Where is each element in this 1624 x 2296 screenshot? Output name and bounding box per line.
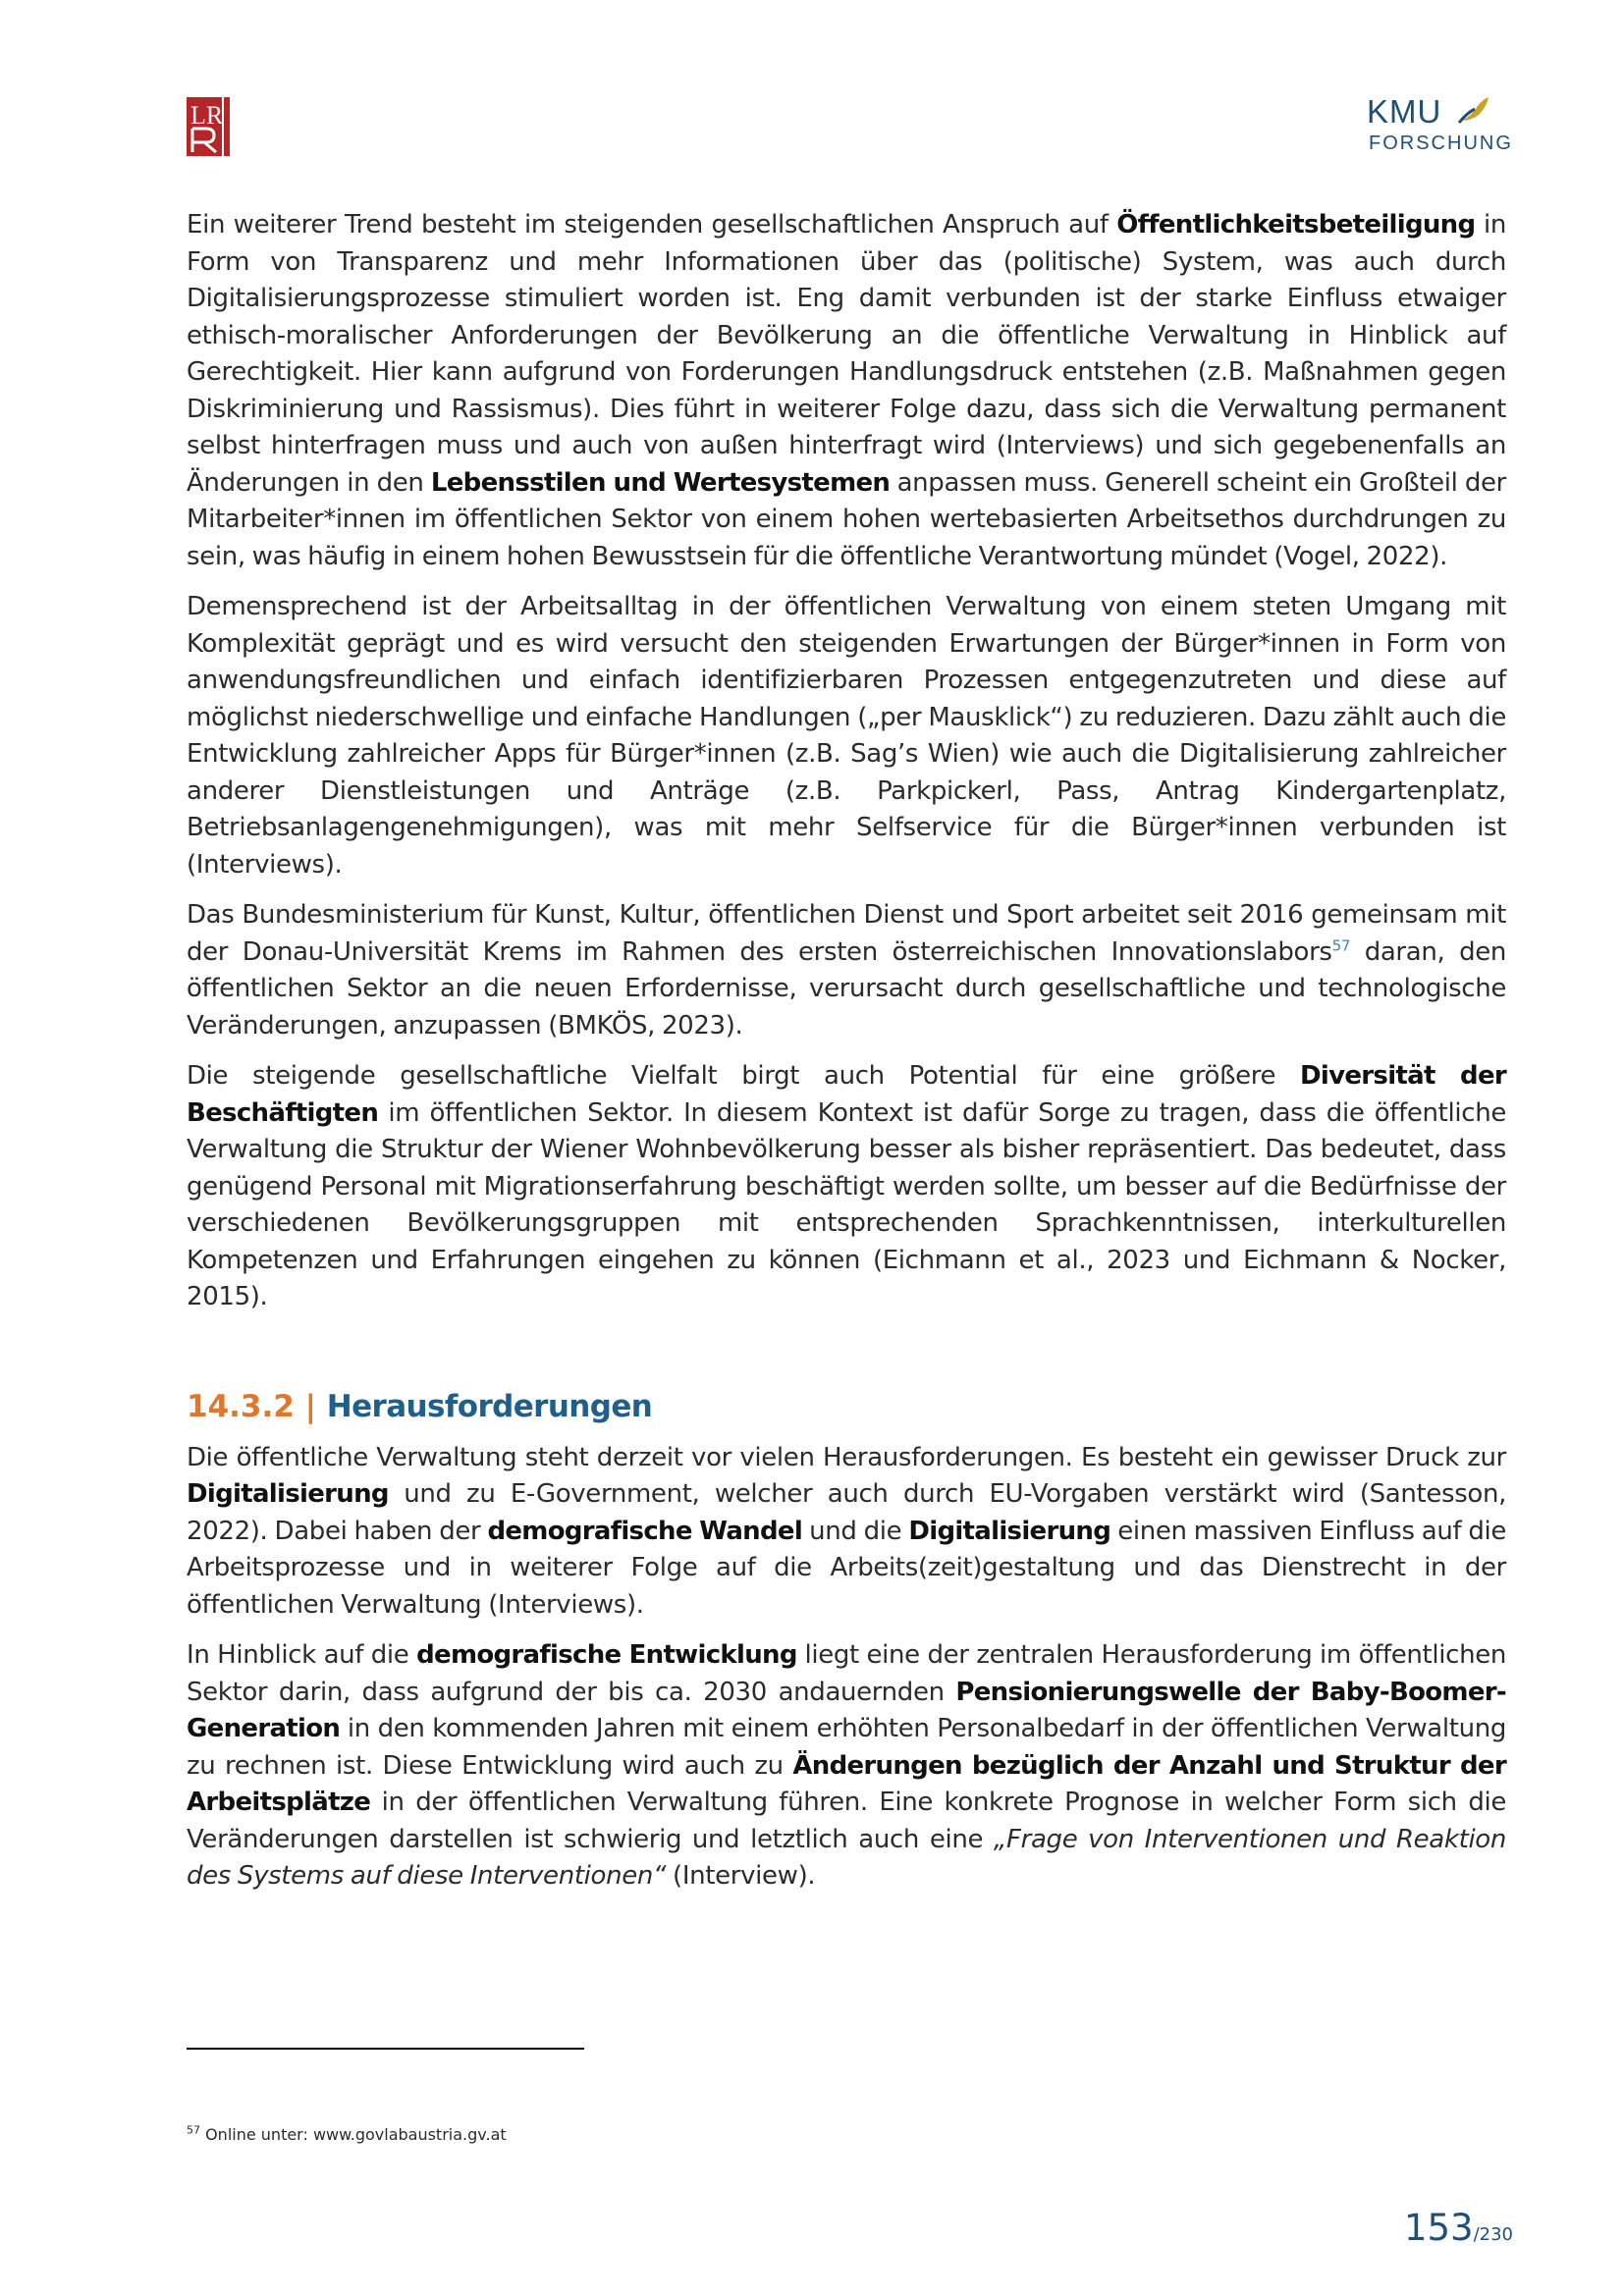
bold-term: Öffentlichkeitsbeteiligung bbox=[1116, 210, 1476, 240]
text-run: (Interview). bbox=[666, 1861, 816, 1891]
body-text-bottom bbox=[187, 1440, 1506, 1896]
body-text-top bbox=[187, 207, 1506, 1316]
paragraph bbox=[187, 1058, 1506, 1316]
bold-term: demografische Entwicklung bbox=[416, 1640, 797, 1670]
leaf-icon bbox=[1457, 95, 1490, 125]
text-run: Die steigende gesellschaftliche Vielfalt birgt auch Potential für eine größere bbox=[187, 1061, 1301, 1091]
lr-logo-graphic bbox=[187, 97, 242, 156]
bold-term: Diversität der Beschäftigten bbox=[187, 1061, 1506, 1128]
text-run: im öffentlichen Sektor. In diesem Kontext ist dafür Sorge zu tragen, dass die öffentliche Verwaltung die Struktur der Wiener Wohnbevölkerung besser als bisher repräsentiert. Das bedeutet, dass genügend Personal mit Migrationserfahrung beschäftigt werden sollte, um besser auf die Bedürfnisse der verschiedenen Bevölkerungsgruppen mit entsprechenden Sprachkenntnissen, interkulturellen Kompetenzen und Erfahrungen eingehen zu können (Eichmann et al., 2023 und Eichmann & Nocker, 2015). bbox=[187, 1097, 1506, 1311]
bold-term: Digitalisierung bbox=[187, 1479, 389, 1509]
paragraph bbox=[187, 897, 1506, 1044]
text-run: in der öffentlichen Verwaltung führen. Eine konkrete Prognose in welcher Form sich die Veränderungen darstellen ist schwierig und letztlich auch eine bbox=[187, 1788, 1506, 1854]
main-content bbox=[187, 207, 1506, 1909]
text-run: in den kommenden Jahren mit einem erhöhten Personalbedarf in der öffentlichen Verwaltung zu rechnen ist. Diese Entwicklung wird auch zu bbox=[187, 1714, 1506, 1781]
bold-term: demografische Wandel bbox=[487, 1516, 803, 1546]
bold-term: Digitalisierung bbox=[908, 1516, 1111, 1546]
page-current: 153 bbox=[1403, 2207, 1474, 2249]
lr-logo-text: LR bbox=[190, 101, 224, 130]
footnote-number: 57 bbox=[187, 2123, 200, 2137]
text-run: und die bbox=[802, 1516, 909, 1546]
text-run: einen massiven Einfluss auf die Arbeitsprozesse und in weiterer Folge auf die Arbeits(zeit)gestaltung und das Dienstrecht in der öffentlichen Verwaltung (Interviews). bbox=[187, 1516, 1506, 1620]
section-separator: | bbox=[304, 1388, 316, 1424]
text-run: und zu E-Government, welcher auch durch EU-Vorgaben verstärkt wird (Santesson, 2022). Dabei haben der bbox=[187, 1479, 1506, 1546]
kmu-logo-text: KMU bbox=[1367, 93, 1442, 130]
text-run: Demensprechend ist der Arbeitsalltag in der öffentlichen Verwaltung von einem steten Umgang mit Komplexität geprägt und es wird versucht den steigenden Erwartungen der Bürger*innen in Form von anwendungsfreundlichen und einfach identifizierbaren Prozessen entgegenzutreten und diese auf möglichst niederschwellige und einfache Handlungen („per Mausklick“) zu reduzieren. Dazu zählt auch die Entwicklung zahlreicher Apps für Bürger*innen (z.B. Sag’s Wien) wie auch die Digitalisierung zahlreicher anderer Dienstleistungen und Anträge (z.B. Parkpickerl, Pass, Antrag Kindergartenplatz, Betriebsanlagengenehmigungen), was mit mehr Selfservice für die Bürger*innen verbunden ist (Interviews). bbox=[187, 592, 1506, 880]
section-title: Herausforderungen bbox=[326, 1388, 653, 1424]
paragraph bbox=[187, 589, 1506, 883]
footnote-divider bbox=[187, 2048, 584, 2050]
lr-logo bbox=[187, 97, 242, 156]
section-heading bbox=[187, 1387, 1506, 1426]
footnote bbox=[187, 2125, 507, 2144]
text-run: anpassen muss. Generell scheint ein Großteil der Mitarbeiter*innen im öffentlichen Sektor von einem hohen wertebasierten Arbeitsethos durchdrungen zu sein, was häufig in einem hohen Bewusstsein für die öffentliche Verantwortung mündet (Vogel, 2022). bbox=[187, 467, 1506, 571]
section-number: 14.3.2 bbox=[187, 1388, 295, 1424]
text-run: in Form von Transparenz und mehr Informationen über das (politische) System, was auch durch Digitalisierungsprozesse stimuliert worden ist. Eng damit verbunden ist der starke Einfluss etwaiger ethisch-moralischer Anforderungen der Bevölkerung an die öffentliche Verwaltung in Hinblick auf Gerechtigkeit. Hier kann aufgrund von Forderungen Handlungsdruck entstehen (z.B. Maßnahmen gegen Diskriminierung und Rassismus). Dies führt in weiterer Folge dazu, dass sich die Verwaltung permanent selbst hinterfragen muss und auch von außen hinterfragt wird (Interviews) und sich gegebenenfalls an Änderungen in den bbox=[187, 210, 1506, 498]
italic-quote: „Frage von Interventionen und Reaktion des Systems auf diese Interventionen“ bbox=[187, 1824, 1506, 1891]
text-run: Ein weiterer Trend besteht im steigenden gesellschaftlichen Anspruch auf bbox=[187, 210, 1117, 240]
bold-term: Änderungen bezüglich der Anzahl und Struktur der Arbeitsplätze bbox=[187, 1750, 1506, 1817]
footnote-reference: 57 bbox=[1331, 935, 1351, 954]
text-run: daran, den öffentlichen Sektor an die neuen Erfordernisse, verursacht durch gesellschaftliche und technologische Veränderungen, anzupassen (BMKÖS, 2023). bbox=[187, 936, 1506, 1041]
page-number bbox=[1404, 2207, 1513, 2249]
footnote-text: Online unter: www.govlabaustria.gv.at bbox=[200, 2125, 507, 2144]
paragraph bbox=[187, 207, 1506, 575]
forschung-logo-text: FORSCHUNG bbox=[1369, 133, 1513, 154]
text-run: Die öffentliche Verwaltung steht derzeit vor vielen Herausforderungen. Es besteht ein gewisser Druck zur bbox=[187, 1442, 1506, 1472]
page-total: /230 bbox=[1473, 2224, 1513, 2245]
kmu-forschung-logo bbox=[1367, 93, 1513, 162]
paragraph bbox=[187, 1440, 1506, 1625]
bold-term: Pensionierungswelle der Baby-Boomer-Generation bbox=[187, 1677, 1506, 1743]
text-run: liegt eine der zentralen Herausforderung im öffentlichen Sektor darin, dass aufgrund der bis ca. 2030 andauernden bbox=[187, 1640, 1506, 1707]
text-run: In Hinblick auf die bbox=[187, 1640, 417, 1670]
paragraph bbox=[187, 1637, 1506, 1896]
bold-term: Lebensstilen und Wertesystemen bbox=[430, 467, 891, 498]
text-run: Das Bundesministerium für Kunst, Kultur, öffentlichen Dienst und Sport arbeitet seit 2016 gemeinsam mit der Donau-Universität Krems im Rahmen des ersten österreichischen Innovationslabors bbox=[187, 900, 1506, 967]
